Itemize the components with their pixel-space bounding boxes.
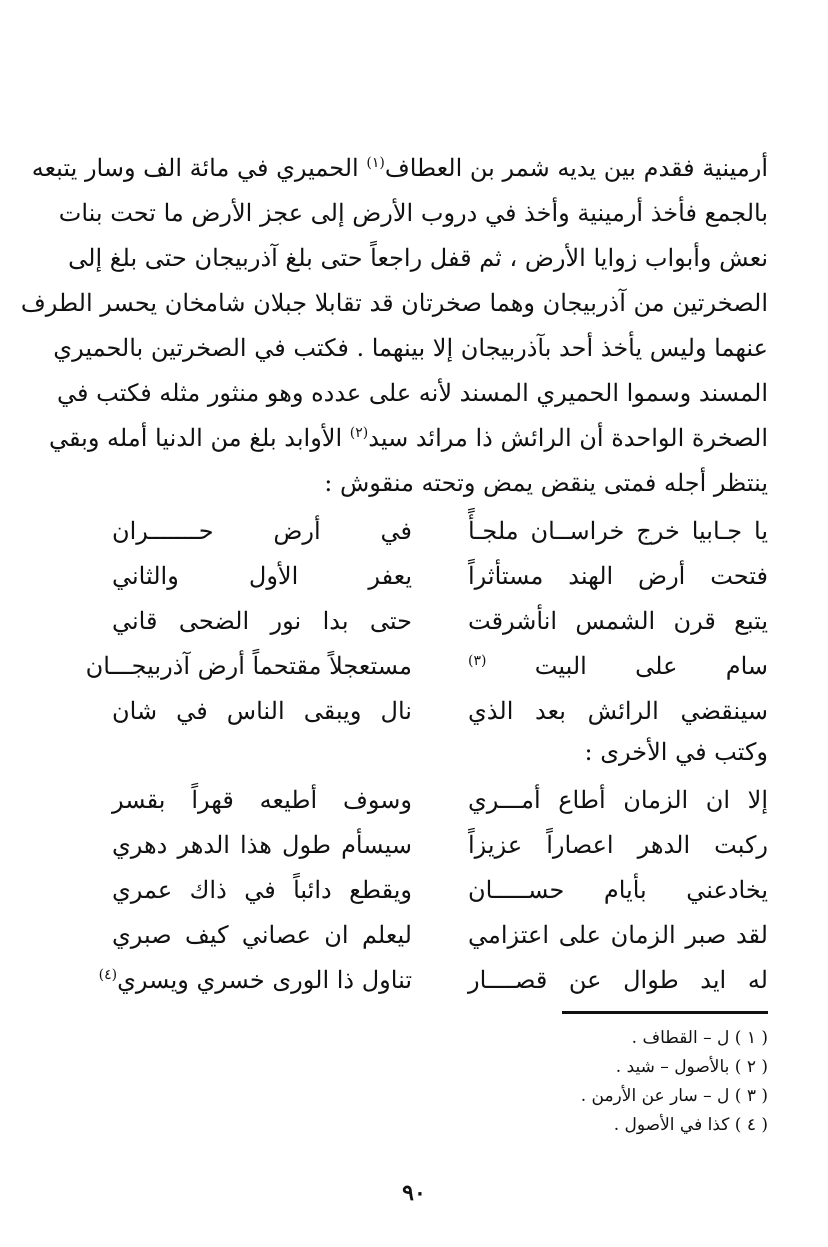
verse xyxy=(85,643,768,688)
prose-line: الصخرة الواحدة أن الرائش ذا مرائد سيد$^{(٢)}$ الأوابد بلغ من الدنيا أمله وبقي xyxy=(49,424,768,452)
poem-second-inscription xyxy=(98,777,768,1002)
prose-line: نعش وأبواب زوايا الأرض ، ثم قفل راجعاً حتى بلغ آذربيجان حتى بلغ إلى xyxy=(68,244,768,272)
verse-first-half: لقد صبر الزمان على اعتزامي xyxy=(468,920,768,949)
verse-first-half: سام على البيت $^{(٣)}$ xyxy=(468,651,768,680)
prose-paragraph xyxy=(20,146,768,506)
footnote: ( ٤ ) كذا في الأصول . xyxy=(613,1115,768,1135)
verse-second-half: يعفر الأول والثاني xyxy=(112,561,412,590)
verse xyxy=(112,822,768,867)
verse-second-half: وسوف أطيعه قهراً بقسر xyxy=(112,785,412,814)
verse xyxy=(112,553,768,598)
verse xyxy=(112,688,768,733)
footnote: ( ٣ ) ل – سار عن الأرمن . xyxy=(580,1086,768,1106)
poem-first-inscription xyxy=(85,508,768,733)
verse-second-half: في أرض حـــــــران xyxy=(112,516,412,545)
footnote-separator xyxy=(562,1011,768,1014)
verse-first-half: فتحت أرض الهند مستأثراً xyxy=(468,561,768,590)
verse xyxy=(112,777,768,822)
verse-second-half: مستعجلاً مقتحماً أرض آذربيجـــان xyxy=(85,651,412,680)
verse xyxy=(112,508,768,553)
verse-first-half: يخادعني بأيام حســـــان xyxy=(468,875,768,904)
verse xyxy=(98,957,768,1002)
verse-first-half: يا جـابيا خرج خراســان ملجـأً xyxy=(468,516,768,545)
prose-line: بالجمع فأخذ أرمينية وأخذ في دروب الأرض إلى عجز الأرض ما تحت بنات xyxy=(58,199,768,227)
verse-second-half: سيسأم طول هذا الدهر دهري xyxy=(112,830,412,859)
second-inscription-intro: وكتب في الأخرى : xyxy=(584,738,768,766)
footnote: ( ٢ ) بالأصول – شيد . xyxy=(615,1057,768,1077)
verse-second-half: حتى بدا نور الضحى قاني xyxy=(112,606,412,635)
prose-line: أرمينية فقدم بين يديه شمر بن العطاف$^{(١)}$ الحميري في مائة الف وسار يتبعه xyxy=(31,154,768,182)
verse-first-half: سينقضي الرائش بعد الذي xyxy=(468,696,768,725)
footnotes xyxy=(581,1024,768,1140)
footnote: ( ١ ) ل – القطاف . xyxy=(631,1028,768,1048)
verse xyxy=(112,912,768,957)
verse-first-half: ركبت الدهر اعصاراً عزيزاً xyxy=(468,830,768,859)
page-number: ٩٠ xyxy=(402,1180,426,1206)
footnote-marker: (١) xyxy=(366,155,385,171)
footnote-marker: (٤) xyxy=(98,966,118,983)
verse-second-half: ويقطع دائباً في ذاك عمري xyxy=(112,875,412,904)
prose-line: عنهما وليس يأخذ أحد بآذربيجان إلا بينهما . فكتب في الصخرتين بالحميري xyxy=(53,334,768,362)
verse xyxy=(112,598,768,643)
verse-first-half: له ايد طوال عن قصــــار xyxy=(468,965,768,994)
footnote-marker: (٣) xyxy=(468,652,487,669)
verse-second-half: ليعلم ان عصاني كيف صبري xyxy=(112,920,412,949)
verse xyxy=(112,867,768,912)
verse-first-half: إلا ان الزمان أطاع أمـــري xyxy=(468,785,768,814)
prose-line: ينتظر أجله فمتى ينقض يمض وتحته منقوش : xyxy=(324,469,768,497)
footnote-marker: (٢) xyxy=(349,425,369,441)
verse-second-half: نال ويبقى الناس في شان xyxy=(112,696,412,725)
verse-second-half: تناول ذا الورى خسري ويسري$^{(٤)}$ xyxy=(98,965,412,994)
verse-first-half: يتبع قرن الشمس انأشرقت xyxy=(468,606,768,635)
prose-line: الصخرتين من آذربيجان وهما صخرتان قد تقابلا جبلان شامخان يحسر الطرف xyxy=(20,289,768,317)
prose-line: المسند وسموا الحميري المسند لأنه على عدده وهو منثور مثله فكتب في xyxy=(57,379,768,407)
